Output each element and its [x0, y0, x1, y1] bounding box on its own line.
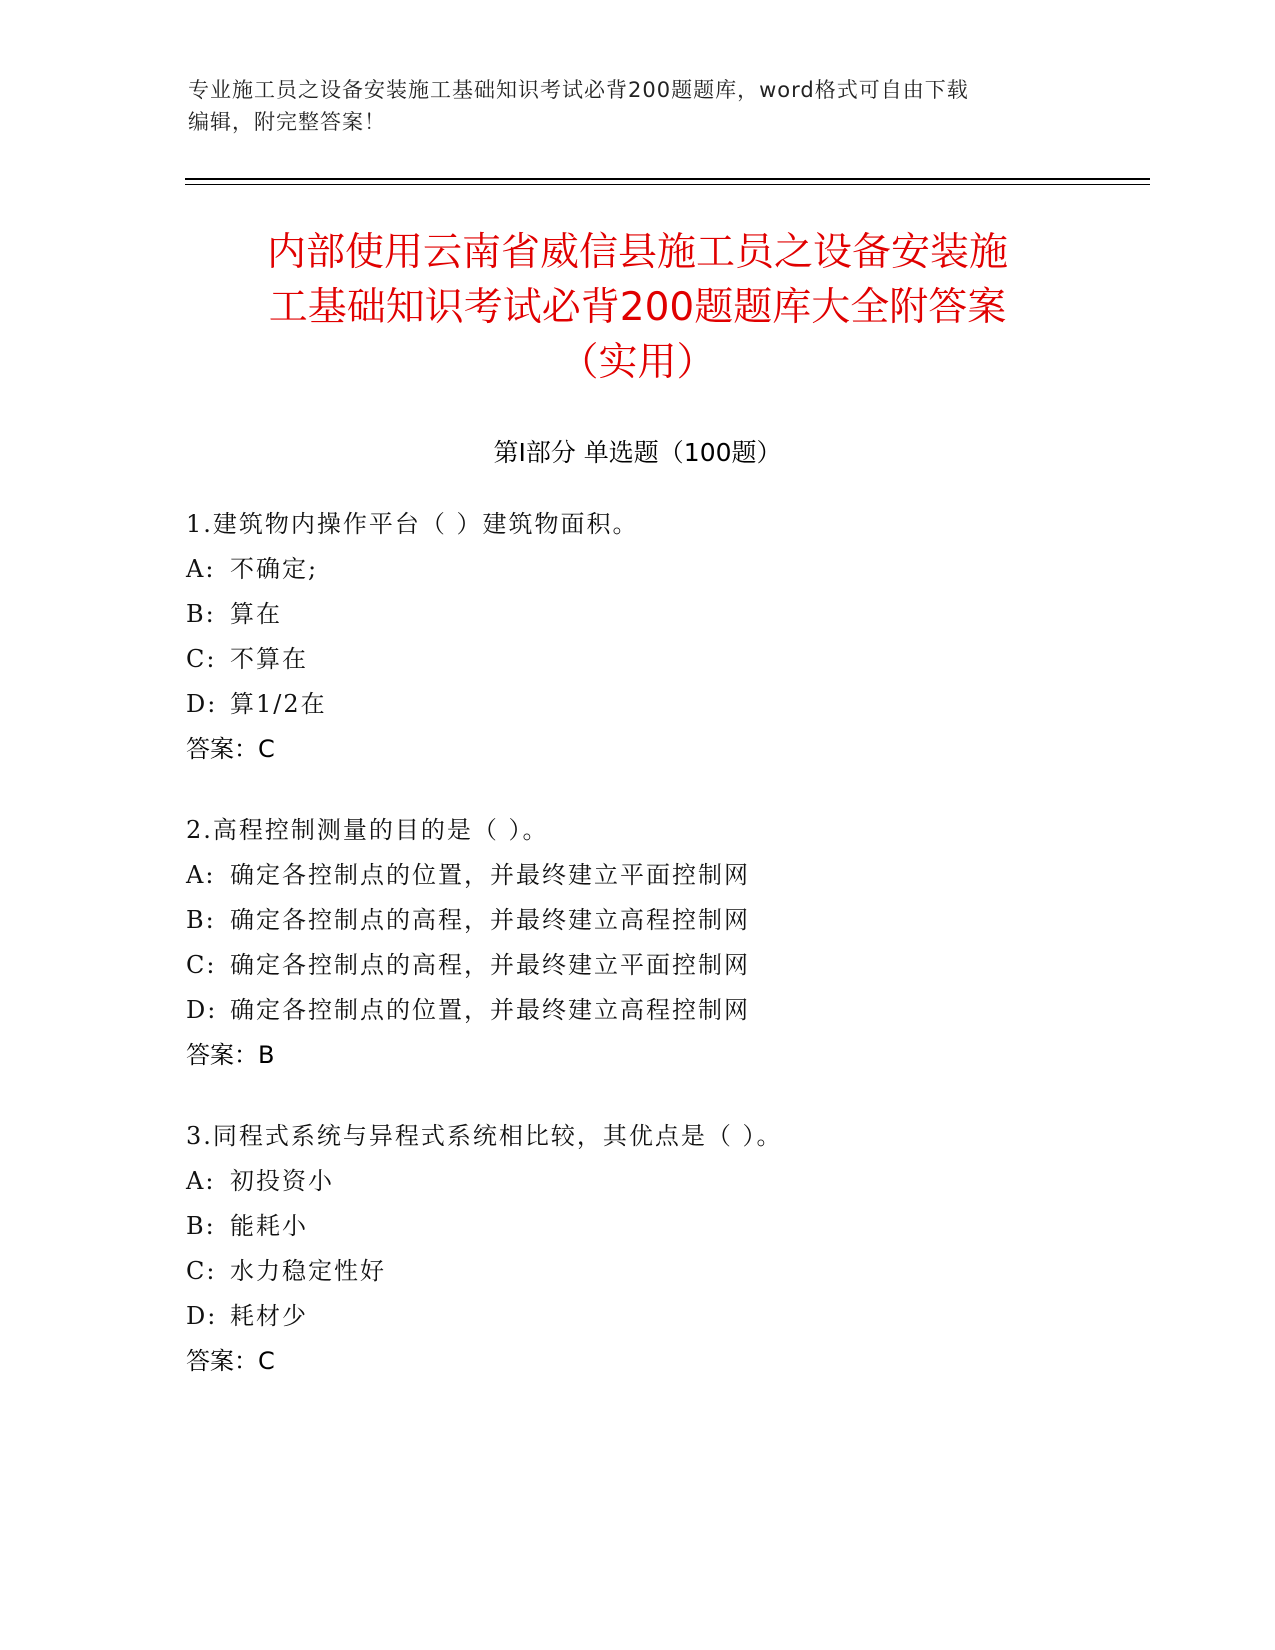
option-text: 确定各控制点的位置，并最终建立平面控制网 [230, 861, 750, 889]
option-text: 不确定; [230, 555, 319, 583]
header-divider-thick [185, 178, 1150, 180]
document-title-line-1: 内部使用云南省威信县施工员之设备安装施 [266, 230, 1008, 275]
document-title [150, 225, 1125, 390]
option-text: 能耗小 [230, 1212, 308, 1240]
option-b [186, 1204, 1086, 1249]
option-text: 耗材少 [230, 1302, 308, 1330]
answer-label: 答案： [186, 1347, 258, 1375]
option-key: C: [186, 951, 217, 979]
option-text: 算在 [230, 600, 282, 628]
option-key: D: [186, 996, 218, 1024]
option-key: B: [186, 600, 216, 628]
option-b [186, 592, 1086, 637]
option-d [186, 988, 1086, 1033]
document-title-line-2: 工基础知识考试必背200题题库大全附答案 [268, 285, 1007, 330]
question-stem: 2.高程控制测量的目的是（ ）。 [186, 816, 549, 844]
option-key: D: [186, 690, 218, 718]
option-c [186, 637, 1086, 682]
answer-value: B [258, 1041, 275, 1069]
header-note-line-1: 专业施工员之设备安装施工基础知识考试必背200题题库，word格式可自由下载 [188, 78, 969, 102]
question-1 [186, 502, 1086, 772]
question-stem: 3.同程式系统与异程式系统相比较，其优点是（ ）。 [186, 1122, 783, 1150]
option-key: A: [186, 555, 216, 583]
answer-label: 答案： [186, 735, 258, 763]
option-d [186, 1294, 1086, 1339]
option-b [186, 898, 1086, 943]
question-2 [186, 808, 1086, 1078]
answer-line [186, 727, 1086, 772]
answer-value: C [258, 1347, 275, 1375]
header-note-line-2: 编辑，附完整答案！ [188, 110, 386, 134]
option-key: A: [186, 861, 216, 889]
option-key: C: [186, 1257, 217, 1285]
document-title-line-3: （实用） [559, 340, 716, 385]
answer-value: C [258, 735, 275, 763]
option-a [186, 1159, 1086, 1204]
option-c [186, 1249, 1086, 1294]
option-text: 水力稳定性好 [230, 1257, 386, 1285]
option-d [186, 682, 1086, 727]
header-divider-thin [185, 184, 1150, 185]
option-text: 不算在 [230, 645, 308, 673]
option-key: C: [186, 645, 217, 673]
header-note [188, 74, 1068, 138]
option-c [186, 943, 1086, 988]
option-key: D: [186, 1302, 218, 1330]
option-key: A: [186, 1167, 216, 1195]
section-heading: 第Ⅰ部分 单选题（100题） [493, 438, 782, 467]
option-a [186, 547, 1086, 592]
option-text: 确定各控制点的高程，并最终建立高程控制网 [230, 906, 750, 934]
question-3 [186, 1114, 1086, 1384]
answer-line [186, 1033, 1086, 1078]
option-key: B: [186, 906, 216, 934]
answer-line [186, 1339, 1086, 1384]
option-text: 算1/2在 [230, 690, 327, 718]
option-a [186, 853, 1086, 898]
question-stem: 1.建筑物内操作平台（ ）建筑物面积。 [186, 510, 639, 538]
option-text: 初投资小 [230, 1167, 334, 1195]
option-key: B: [186, 1212, 216, 1240]
option-text: 确定各控制点的位置，并最终建立高程控制网 [230, 996, 750, 1024]
answer-label: 答案： [186, 1041, 258, 1069]
option-text: 确定各控制点的高程，并最终建立平面控制网 [230, 951, 750, 979]
